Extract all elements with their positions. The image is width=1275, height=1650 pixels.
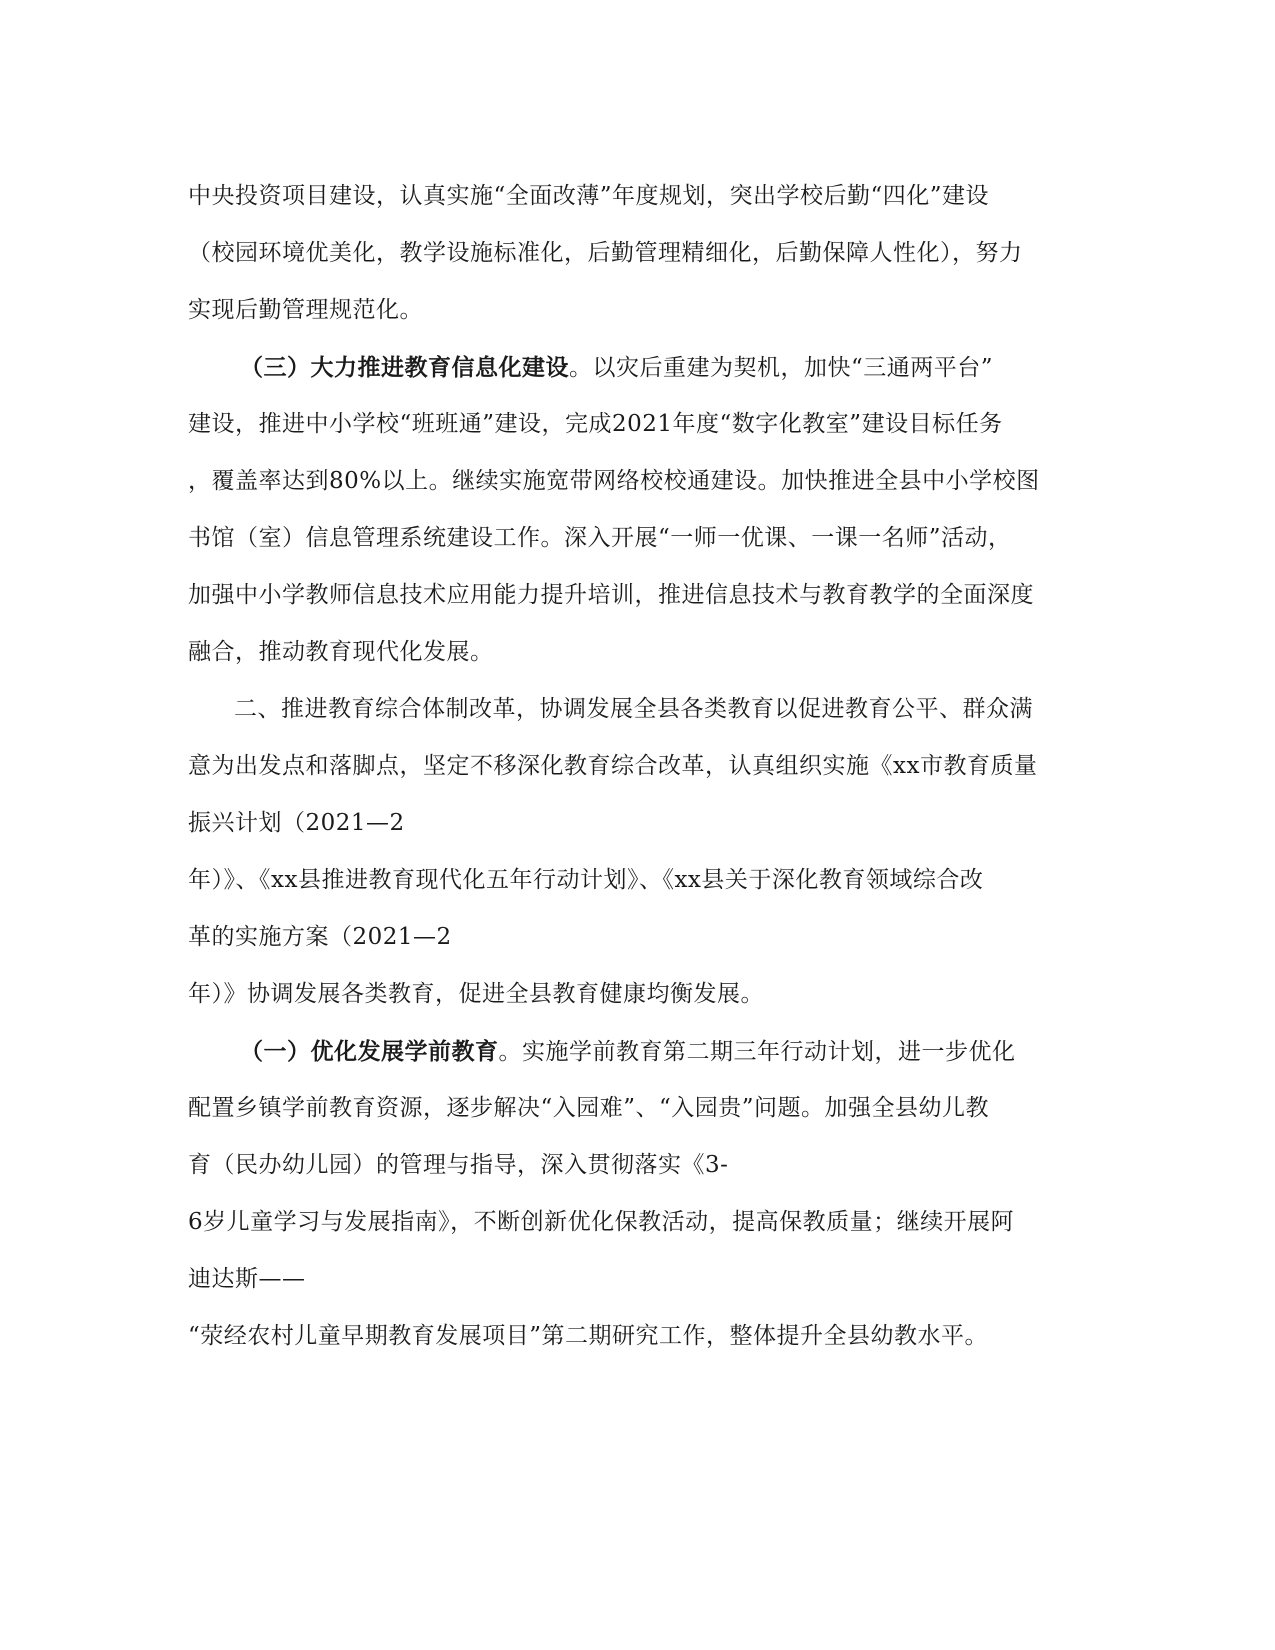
text-line: 革的实施方案（2021—2	[188, 924, 452, 950]
text-line: （校园环境优美化，教学设施标准化，后勤管理精细化，后勤保障人性化），努力	[188, 240, 1023, 266]
text-line: 。实施学前教育第二期三年行动计划，进一步优化	[498, 1039, 1016, 1065]
text-line: 意为出发点和落脚点，坚定不移深化教育综合改革，认真组织实施《xx市教育质量	[188, 753, 1038, 779]
text-line: 书馆（室）信息管理系统建设工作。深入开展“一师一优课、一课一名师”活动，	[188, 525, 1012, 551]
text-line: 加强中小学教师信息技术应用能力提升培训，推进信息技术与教育教学的全面深度	[188, 582, 1034, 608]
text-line: 年）》、《xx县推进教育现代化五年行动计划》、《xx县关于深化教育领域综合改	[188, 867, 984, 893]
text-line: 实现后勤管理规范化。	[188, 297, 423, 323]
text-line: “荥经农村儿童早期教育发展项目”第二期研究工作，整体提升全县幼教水平。	[188, 1323, 989, 1349]
text-line: ，覆盖率达到80%以上。继续实施宽带网络校校通建设。加快推进全县中小学校图	[188, 468, 1040, 494]
section-heading: （三）大力推进教育信息化建设	[240, 354, 569, 381]
text-line: 中央投资项目建设，认真实施“全面改薄”年度规划，突出学校后勤“四化”建设	[188, 183, 990, 209]
document-body	[188, 168, 1088, 1365]
text-line: 。以灾后重建为契机，加快“三通两平台”	[569, 355, 994, 381]
text-line: 振兴计划（2021—2	[188, 810, 405, 836]
section-heading: （一）优化发展学前教育	[240, 1038, 499, 1065]
text-line: 二、推进教育综合体制改革，协调发展全县各类教育以促进教育公平、群众满	[234, 696, 1033, 722]
text-line: 建设，推进中小学校“班班通”建设，完成2021年度“数字化教室”建设目标任务	[188, 411, 1003, 437]
paragraph-heading-line	[188, 1023, 1088, 1080]
text-line: 育（民办幼儿园）的管理与指导，深入贯彻落实《3-	[188, 1152, 729, 1178]
text-line: 融合，推动教育现代化发展。	[188, 639, 494, 665]
text-line: 6岁儿童学习与发展指南》，不断创新优化保教活动，提高保教质量；继续开展阿	[188, 1209, 1015, 1235]
paragraph-heading-line	[188, 339, 1088, 396]
text-line: 迪达斯——	[188, 1266, 306, 1292]
text-line: 配置乡镇学前教育资源，逐步解决“入园难”、“入园贵”问题。加强全县幼儿教	[188, 1095, 990, 1121]
text-line: 年）》协调发展各类教育，促进全县教育健康均衡发展。	[188, 981, 764, 1007]
